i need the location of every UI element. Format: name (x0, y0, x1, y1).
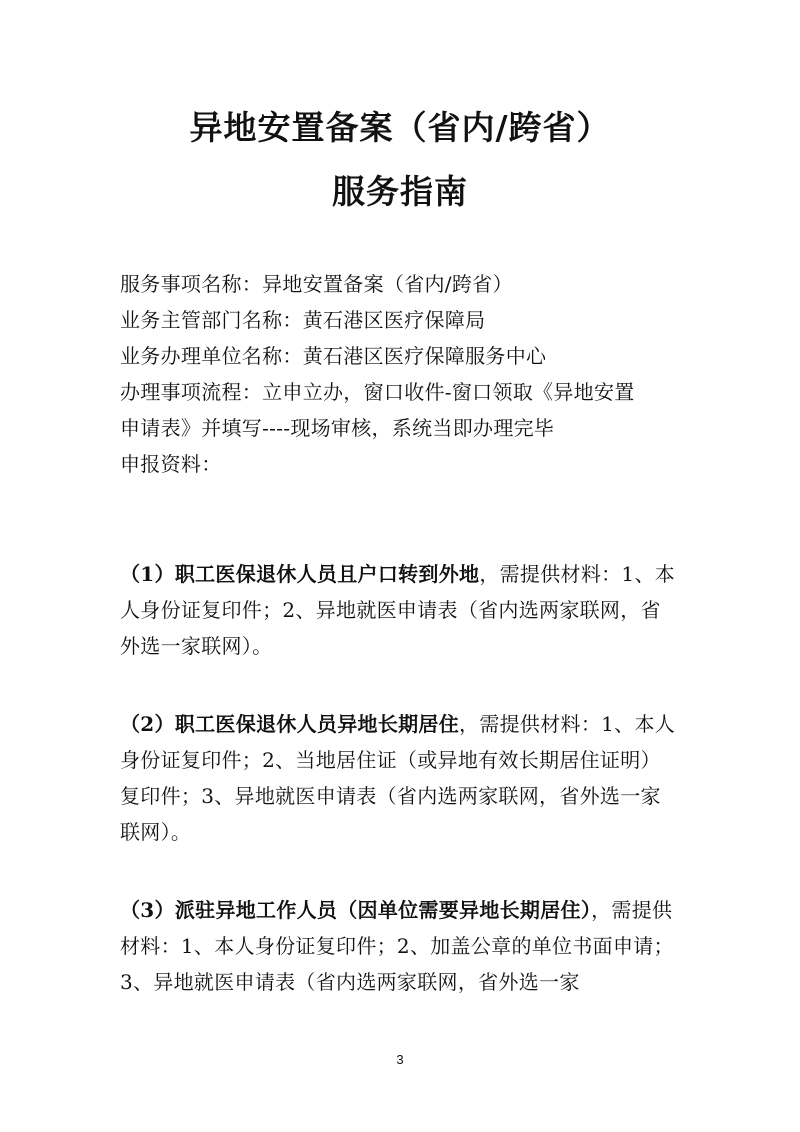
material-item-1-text: ，需提供材料：1、本人身份证复印件；2、异地就医申请表（省内选两家联网，省外选一家联网）。 (120, 562, 676, 658)
material-item-3 (120, 892, 680, 1000)
materials-label: 申报资料： (120, 452, 222, 476)
material-item-3-text: ，需提供材料：1、本人身份证复印件；2、加盖公章的单位书面申请；3、异地就医申请表（省内选两家联网，省外选一家 (120, 898, 674, 994)
process-line-2: 申请表》并填写----现场审核，系统当即办理完毕 (120, 416, 555, 440)
material-item-1-lead: （1）职工医保退休人员且户口转到外地 (120, 562, 480, 586)
page-number: 3 (396, 1052, 404, 1067)
material-item-2-lead: （2）职工医保退休人员异地长期居住 (120, 712, 460, 736)
service-name-line: 服务事项名称：异地安置备案（省内/跨省） (120, 272, 513, 296)
process-line-1: 办理事项流程：立申立办，窗口收件-窗口领取《异地安置 (120, 380, 635, 404)
material-item-2 (120, 706, 680, 850)
page-subtitle: 服务指南 (332, 172, 468, 211)
handling-unit-line: 业务办理单位名称：黄石港区医疗保障服务中心 (120, 344, 547, 368)
service-info (120, 266, 680, 482)
department-line: 业务主管部门名称：黄石港区医疗保障局 (120, 308, 486, 332)
material-item-1 (120, 556, 680, 664)
page-title: 异地安置备案（省内/跨省） (189, 108, 611, 147)
material-item-3-lead: （3）派驻异地工作人员（因单位需要异地长期居住） (120, 898, 592, 922)
material-item-2-text: ，需提供材料：1、本人身份证复印件；2、当地居住证（或异地有效长期居住证明）复印件；3、异地就医申请表（省内选两家联网，省外选一家联网）。 (120, 712, 676, 844)
